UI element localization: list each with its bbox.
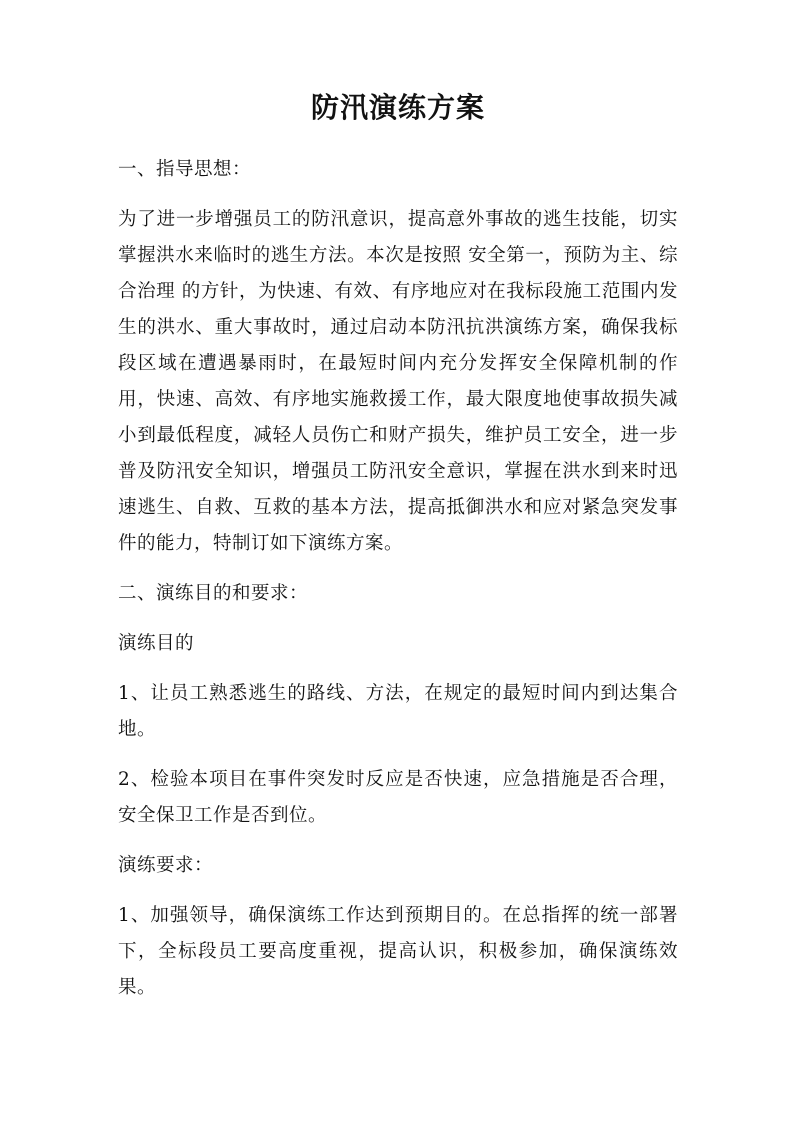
section-heading-purpose-requirements: 二、演练目的和要求：: [118, 583, 309, 604]
guiding-thought-paragraph: 为了进一步增强员工的防汛意识，提高意外事故的逃生技能，切实掌握洪水来临时的逃生方法。本次是按照 安全第一，预防为主、综合治理 的方针，为快速、有效、有序地应对在我标段施工范围内发生的洪水、重大事故时，通过启动本防汛抗洪演练方案，确保我标段区域在遭遇暴雨时，在最短时间内充分发挥安全保障机制的作用，快速、高效、有序地实施救援工作，最大限度地使事故损失减小到最低程度，减轻人员伤亡和财产损失，维护员工安全，进一步普及防汛安全知识，增强员工防汛安全意识，掌握在洪水到来时迅速逃生、自救、互救的基本方法，提高抵御洪水和应对紧急突发事件的能力，特制订如下演练方案。: [118, 209, 678, 554]
subheading-requirements: 演练要求：: [118, 855, 214, 876]
requirement-item-1: 1、加强领导，确保演练工作达到预期目的。在总指挥的统一部署下，全标段员工要高度重视，提高认识，积极参加，确保演练效果。: [118, 905, 678, 998]
document-title: 防汛演练方案: [310, 91, 485, 124]
purpose-item-2: 2、检验本项目在事件突发时反应是否快速，应急措施是否合理，安全保卫工作是否到位。: [118, 769, 678, 826]
section-heading-guiding-thought: 一、指导思想：: [118, 159, 252, 180]
subheading-purpose: 演练目的: [118, 633, 195, 654]
purpose-item-1: 1、让员工熟悉逃生的路线、方法，在规定的最短时间内到达集合地。: [118, 683, 678, 740]
